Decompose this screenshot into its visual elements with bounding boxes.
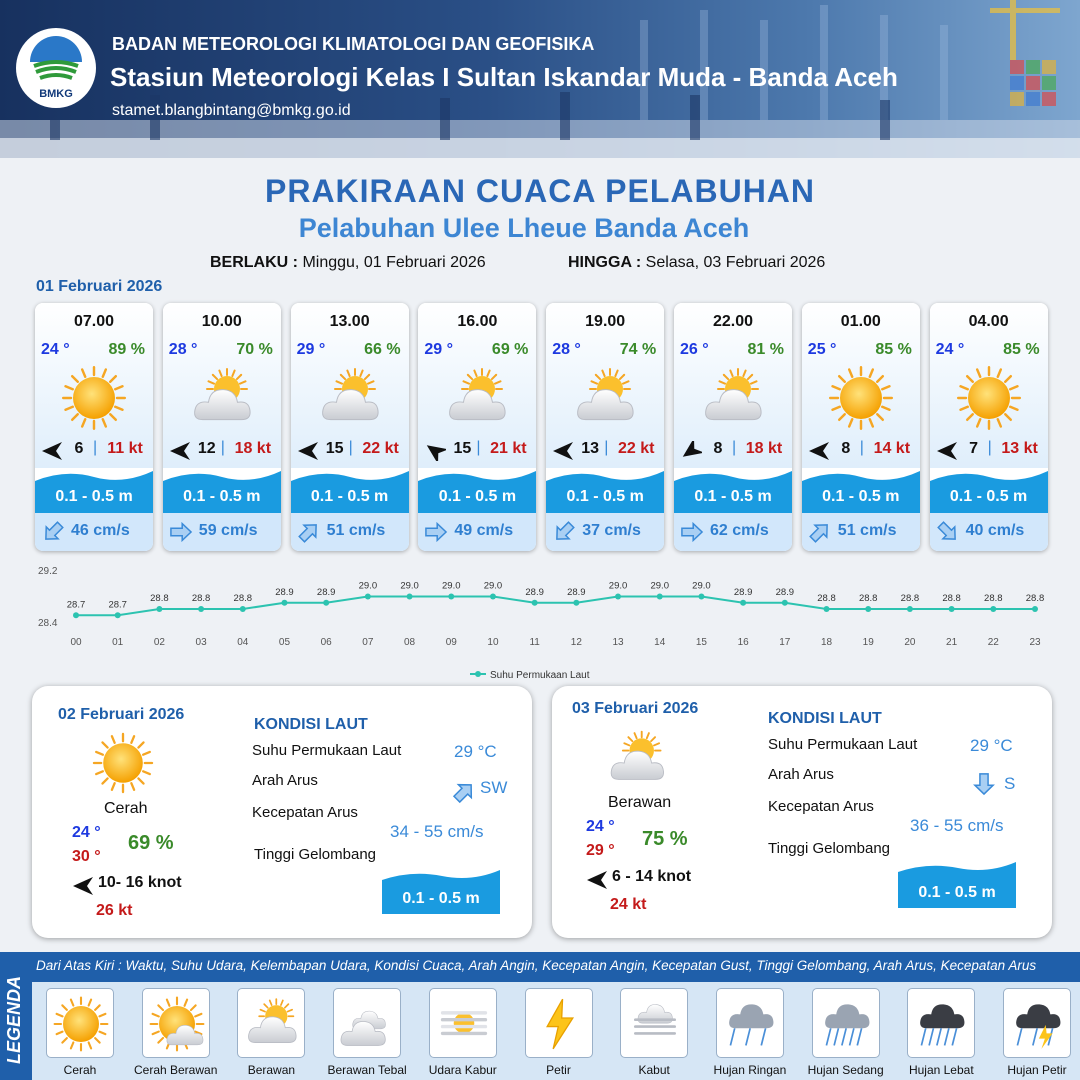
- wind-separator: |: [476, 439, 481, 456]
- data-label: 29.0: [442, 580, 461, 592]
- legend-item: [525, 988, 593, 1058]
- gust-speed: 21 kt: [490, 440, 527, 457]
- y-tick-label: 28.4: [38, 618, 58, 629]
- data-label: 28.8: [900, 593, 920, 604]
- data-point: [198, 606, 204, 612]
- x-tick-label: 01: [112, 637, 124, 648]
- forecast-card[interactable]: [674, 303, 792, 551]
- current-direction: S: [1004, 774, 1016, 793]
- current-direction-arrow-icon: [452, 780, 476, 804]
- x-tick-label: 05: [278, 637, 291, 648]
- humidity: 81 %: [747, 341, 784, 358]
- legend-item-label: Hujan Lebat: [908, 1063, 974, 1077]
- sea-condition-title: KONDISI LAUT: [254, 716, 368, 733]
- x-tick-label: 11: [529, 637, 540, 648]
- air-temperature: 29 °: [296, 341, 326, 358]
- air-temperature: 29 °: [424, 341, 454, 358]
- data-point: [490, 594, 496, 600]
- current-direction-arrow-icon: [424, 521, 448, 543]
- legend-item-label: Kabut: [638, 1063, 670, 1077]
- x-tick-label: 12: [570, 637, 582, 648]
- current-direction-arrow-icon: [169, 521, 193, 543]
- wind-separator: |: [859, 439, 864, 456]
- current-direction-arrow-icon: [808, 521, 832, 543]
- current-direction-arrow-icon: [297, 521, 321, 543]
- validity-to-value: Selasa, 03 Februari 2026: [645, 254, 826, 271]
- validity-from-label: BERLAKU :: [210, 254, 298, 271]
- gust-speed: 18 kt: [745, 440, 783, 457]
- wave-height: 0.1 - 0.5 m: [949, 488, 1028, 505]
- day-date: 02 Februari 2026: [58, 706, 185, 723]
- sea-condition-title: KONDISI LAUT: [768, 710, 882, 727]
- humidity: 70 %: [236, 341, 273, 358]
- data-label: 28.9: [316, 586, 336, 598]
- x-tick-label: 09: [445, 637, 457, 648]
- legend-description: Dari Atas Kiri : Waktu, Suhu Udara, Kelembapan Udara, Kondisi Cuaca, Arah Angin, Kecepatan Angin, Kecepatan Gust, Tinggi Gelombang, Arah Arus, Kecepatan Arus: [36, 958, 1037, 973]
- data-point: [156, 606, 162, 612]
- data-point: [740, 600, 746, 606]
- haze-icon: [434, 994, 494, 1054]
- sea-surface-temperature: 29 °C: [970, 736, 1013, 755]
- x-tick-label: 21: [946, 637, 958, 648]
- daily-forecast-box[interactable]: [552, 686, 1052, 938]
- data-point: [824, 606, 830, 612]
- forecast-card[interactable]: [930, 303, 1048, 551]
- wind-direction-arrow-icon: [680, 441, 702, 461]
- legend-side-tab: [0, 952, 32, 1080]
- current-speed: 49 cm/s: [454, 522, 514, 539]
- cloud-sun-icon: [242, 994, 302, 1054]
- current-direction-label: Arah Arus: [768, 766, 834, 783]
- wave-height: 0.1 - 0.5 m: [694, 488, 772, 505]
- day-date: 03 Februari 2026: [572, 700, 699, 717]
- cloud-sun-icon: [604, 726, 670, 792]
- current-speed: 40 cm/s: [965, 522, 1025, 539]
- x-tick-label: 10: [487, 637, 499, 648]
- legend-item: [333, 988, 401, 1058]
- data-label: 29.0: [608, 580, 628, 592]
- data-label: 28.9: [733, 586, 753, 598]
- data-point: [323, 600, 329, 606]
- data-point: [949, 606, 955, 612]
- data-point: [240, 606, 246, 612]
- min-temperature: 24 °: [72, 824, 101, 841]
- wind-direction-arrow-icon: [72, 876, 94, 896]
- forecast-card[interactable]: [291, 303, 409, 551]
- x-tick-label: 02: [153, 637, 165, 648]
- x-tick-label: 23: [1029, 637, 1041, 648]
- data-point: [657, 594, 663, 600]
- current-direction-label: Arah Arus: [252, 772, 318, 789]
- data-label: 28.8: [984, 593, 1003, 604]
- humidity: 89 %: [108, 341, 145, 358]
- forecast-card[interactable]: [163, 303, 281, 551]
- wind-direction-arrow-icon: [936, 441, 958, 461]
- air-temperature: 25 °: [807, 341, 837, 358]
- data-point: [365, 594, 371, 600]
- current-direction-arrow-icon: [41, 521, 65, 543]
- page-title: PRAKIRAAN CUACA PELABUHAN: [264, 173, 816, 209]
- gust-speed: 13 kt: [1001, 440, 1038, 457]
- data-point: [573, 600, 579, 606]
- wave-height-label: Tinggi Gelombang: [254, 846, 377, 863]
- data-point: [115, 612, 121, 618]
- sun-icon: [954, 363, 1024, 433]
- validity-to: [568, 254, 825, 272]
- wind-direction-arrow-icon: [808, 441, 830, 461]
- x-tick-label: 15: [695, 637, 707, 648]
- wind-direction-arrow-icon: [552, 441, 574, 461]
- sun-icon: [826, 363, 896, 433]
- legend-item-label: Hujan Petir: [1007, 1063, 1067, 1077]
- x-tick-label: 00: [70, 637, 82, 648]
- thunderstorm-icon: [1008, 994, 1068, 1054]
- forecast-card[interactable]: [546, 303, 664, 551]
- x-tick-label: 14: [654, 637, 666, 648]
- wind-separator: |: [987, 439, 992, 456]
- gust-speed: 24 kt: [610, 896, 647, 913]
- current-direction-arrow-icon: [936, 521, 960, 543]
- current-direction: SW: [480, 778, 508, 797]
- legend-item: [812, 988, 880, 1058]
- forecast-time: 19.00: [585, 313, 626, 330]
- forecast-time: 04.00: [968, 313, 1009, 330]
- legend-item: [142, 988, 210, 1058]
- data-point: [990, 606, 996, 612]
- legend-item-label: Hujan Ringan: [713, 1063, 787, 1077]
- humidity: 75 %: [642, 828, 688, 850]
- humidity: 69 %: [128, 832, 174, 854]
- legend-item: [907, 988, 975, 1058]
- x-tick-label: 03: [195, 637, 207, 648]
- wave-height: 0.1 - 0.5 m: [55, 488, 133, 505]
- wave-height: 0.1 - 0.5 m: [310, 488, 389, 505]
- data-label: 28.8: [817, 593, 836, 604]
- data-label: 28.9: [775, 586, 795, 598]
- wind-separator: |: [604, 439, 609, 456]
- data-label: 28.8: [150, 593, 169, 604]
- forecast-card[interactable]: [35, 303, 153, 551]
- wind-separator: |: [348, 439, 353, 456]
- data-label: 28.8: [1025, 593, 1045, 604]
- wind-speed: 8: [713, 440, 723, 457]
- legend-item-label: Berawan: [247, 1063, 296, 1077]
- current-speed: 59 cm/s: [198, 522, 258, 539]
- wave-height: 0.1 - 0.5 m: [438, 488, 517, 505]
- gust-speed: 11 kt: [107, 440, 143, 457]
- forecast-time: 16.00: [457, 313, 498, 330]
- max-temperature: 30 °: [72, 848, 101, 865]
- data-point: [615, 594, 621, 600]
- current-speed-range: 36 - 55 cm/s: [910, 816, 1004, 835]
- sun-icon: [59, 363, 129, 433]
- x-tick-label: 19: [862, 637, 874, 648]
- data-point: [698, 594, 704, 600]
- legend-item-label: Cerah Berawan: [133, 1063, 218, 1077]
- wind-separator: |: [220, 439, 225, 456]
- sun-cloud-icon: [147, 994, 207, 1054]
- sst-label: Suhu Permukaan Laut: [252, 742, 402, 759]
- data-label: 29.0: [650, 580, 669, 592]
- wind-separator: |: [732, 439, 737, 456]
- data-label: 29.0: [692, 580, 711, 592]
- wave-height: 0.1 - 0.5 m: [402, 890, 480, 907]
- wave-height: 0.1 - 0.5 m: [566, 488, 644, 505]
- station-name: Stasiun Meteorologi Kelas I Sultan Iskandar Muda - Banda Aceh: [110, 62, 898, 92]
- x-tick-label: 18: [820, 637, 833, 648]
- data-label: 28.7: [66, 599, 86, 611]
- bmkg-logo-text: BMKG: [39, 88, 73, 100]
- data-label: 28.9: [525, 586, 544, 598]
- heavy-rain-icon: [912, 994, 972, 1054]
- legend-item-label: Petir: [546, 1063, 571, 1077]
- wind-speed: 7: [969, 440, 979, 457]
- gust-speed: 14 kt: [873, 440, 911, 457]
- gust-speed: 22 kt: [617, 440, 655, 457]
- min-temperature: 24 °: [586, 818, 615, 835]
- legend-item: [620, 988, 688, 1058]
- forecast-card[interactable]: [418, 303, 536, 551]
- weather-condition: Berawan: [608, 794, 672, 811]
- current-speed-label: Kecepatan Arus: [768, 798, 874, 815]
- forecast-card[interactable]: [802, 303, 920, 551]
- cloud-sun-icon: [570, 363, 640, 433]
- agency-name: BADAN METEOROLOGI KLIMATOLOGI DAN GEOFISIKA: [112, 34, 595, 54]
- max-temperature: 29 °: [586, 842, 615, 859]
- humidity: 74 %: [619, 341, 657, 358]
- legend-item: [429, 988, 497, 1058]
- data-label: 29.0: [483, 580, 503, 592]
- legend-item-label: Berawan Tebal: [327, 1063, 407, 1077]
- data-label: 28.7: [108, 599, 127, 611]
- wind-speed: 8: [841, 440, 851, 457]
- wind-speed: 12: [197, 440, 216, 457]
- current-speed: 46 cm/s: [71, 522, 130, 539]
- wind-separator: |: [93, 439, 98, 456]
- current-direction-arrow-icon: [680, 521, 704, 543]
- data-point: [532, 600, 538, 606]
- validity-from-value: Minggu, 01 Februari 2026: [302, 254, 486, 271]
- legend-panel: [0, 952, 1080, 1080]
- validity-from: [210, 254, 486, 272]
- sst-line-chart: [30, 562, 1050, 686]
- gust-speed: 18 kt: [234, 440, 272, 457]
- wind-speed-range: 6 - 14 knot: [612, 868, 692, 885]
- data-label: 28.9: [275, 586, 294, 598]
- x-tick-label: 22: [987, 637, 999, 648]
- gust-speed: 26 kt: [96, 902, 133, 919]
- air-temperature: 26 °: [680, 341, 709, 358]
- page-subtitle: Pelabuhan Ulee Lheue Banda Aceh: [298, 213, 750, 243]
- wind-speed: 6: [74, 440, 84, 457]
- x-tick-label: 06: [320, 637, 332, 648]
- sun-icon: [90, 730, 156, 796]
- wave-height: 0.1 - 0.5 m: [918, 884, 996, 901]
- light-rain-icon: [721, 994, 781, 1054]
- x-tick-label: 13: [612, 637, 624, 648]
- legend-label: Suhu Permukaan Laut: [490, 670, 590, 681]
- legend-item-label: Cerah: [63, 1063, 97, 1077]
- data-label: 28.8: [233, 593, 253, 604]
- humidity: 85 %: [1003, 341, 1040, 358]
- forecast-time: 22.00: [712, 313, 754, 330]
- data-point: [73, 612, 79, 618]
- forecast-time: 10.00: [201, 313, 242, 330]
- wave-height-label: Tinggi Gelombang: [768, 840, 891, 857]
- legend-item-label: Udara Kabur: [428, 1063, 497, 1077]
- wind-direction-arrow-icon: [424, 441, 446, 461]
- current-speed-range: 34 - 55 cm/s: [390, 822, 484, 841]
- legend-side-label: LEGENDA: [4, 975, 24, 1064]
- day1-date: 01 Februari 2026: [36, 278, 163, 295]
- legend-item: [716, 988, 784, 1058]
- station-email[interactable]: stamet.blangbintang@bmkg.go.id: [112, 102, 351, 119]
- x-tick-label: 04: [237, 637, 249, 648]
- humidity: 69 %: [491, 341, 529, 358]
- wind-direction-arrow-icon: [297, 441, 319, 461]
- data-point: [448, 594, 454, 600]
- data-point: [907, 606, 913, 612]
- wind-direction-arrow-icon: [41, 441, 63, 461]
- forecast-time: 07.00: [73, 313, 115, 330]
- sun-icon: [51, 994, 111, 1054]
- x-tick-label: 07: [362, 637, 374, 648]
- air-temperature: 28 °: [552, 341, 581, 358]
- current-direction-arrow-icon: [552, 521, 576, 543]
- data-label: 28.8: [191, 593, 211, 604]
- data-point: [407, 594, 413, 600]
- y-tick-label: 29.2: [38, 566, 58, 577]
- daily-forecast-box[interactable]: [32, 686, 532, 938]
- data-label: 29.0: [358, 580, 378, 592]
- current-speed: 51 cm/s: [326, 522, 386, 539]
- series-line: [76, 597, 1035, 616]
- bmkg-logo: [16, 28, 96, 108]
- legend-marker: [475, 671, 481, 677]
- current-speed: 51 cm/s: [837, 522, 897, 539]
- current-direction-arrow-icon: [972, 772, 996, 796]
- cloud-sun-icon: [442, 363, 512, 433]
- cloud-sun-icon: [698, 363, 768, 433]
- validity-to-label: HINGGA :: [568, 254, 642, 271]
- wind-direction-arrow-icon: [169, 441, 191, 461]
- humidity: 85 %: [875, 341, 912, 358]
- forecast-time: 13.00: [329, 313, 370, 330]
- air-temperature: 24 °: [41, 341, 70, 358]
- wind-speed: 15: [453, 440, 472, 457]
- legend-item: [46, 988, 114, 1058]
- cloud-icon: [338, 994, 398, 1054]
- x-tick-label: 16: [737, 637, 749, 648]
- data-label: 28.8: [858, 593, 878, 604]
- data-point: [865, 606, 871, 612]
- data-point: [1032, 606, 1038, 612]
- moderate-rain-icon: [817, 994, 877, 1054]
- data-point: [281, 600, 287, 606]
- wind-speed: 15: [325, 440, 344, 457]
- air-temperature: 24 °: [935, 341, 965, 358]
- data-label: 28.9: [567, 586, 586, 598]
- x-tick-label: 17: [779, 637, 791, 648]
- data-label: 28.8: [942, 593, 961, 604]
- data-point: [782, 600, 788, 606]
- legend-item: [237, 988, 305, 1058]
- gust-speed: 22 kt: [362, 440, 399, 457]
- x-tick-label: 08: [404, 637, 416, 648]
- legend-item-label: Hujan Sedang: [807, 1063, 884, 1077]
- current-speed: 37 cm/s: [582, 522, 641, 539]
- fog-icon: [625, 994, 685, 1054]
- air-temperature: 28 °: [168, 341, 198, 358]
- wind-direction-arrow-icon: [586, 870, 608, 890]
- weather-condition: Cerah: [104, 800, 148, 817]
- data-label: 29.0: [400, 580, 419, 592]
- legend-item: [1003, 988, 1071, 1058]
- lightning-icon: [530, 994, 590, 1054]
- current-speed: 62 cm/s: [710, 522, 769, 539]
- sst-label: Suhu Permukaan Laut: [768, 736, 918, 753]
- wave-height: 0.1 - 0.5 m: [822, 488, 900, 505]
- cloud-sun-icon: [315, 363, 385, 433]
- humidity: 66 %: [364, 341, 401, 358]
- wind-speed-range: 10- 16 knot: [98, 874, 182, 891]
- sea-surface-temperature: 29 °C: [454, 742, 497, 761]
- header-banner: [0, 0, 1080, 158]
- forecast-time: 01.00: [840, 313, 881, 330]
- wave-height: 0.1 - 0.5 m: [183, 488, 261, 505]
- cloud-sun-icon: [187, 363, 257, 433]
- current-speed-label: Kecepatan Arus: [252, 804, 358, 821]
- wind-speed: 13: [581, 440, 600, 457]
- bmkg-logo-icon: [16, 28, 96, 88]
- x-tick-label: 20: [904, 637, 916, 648]
